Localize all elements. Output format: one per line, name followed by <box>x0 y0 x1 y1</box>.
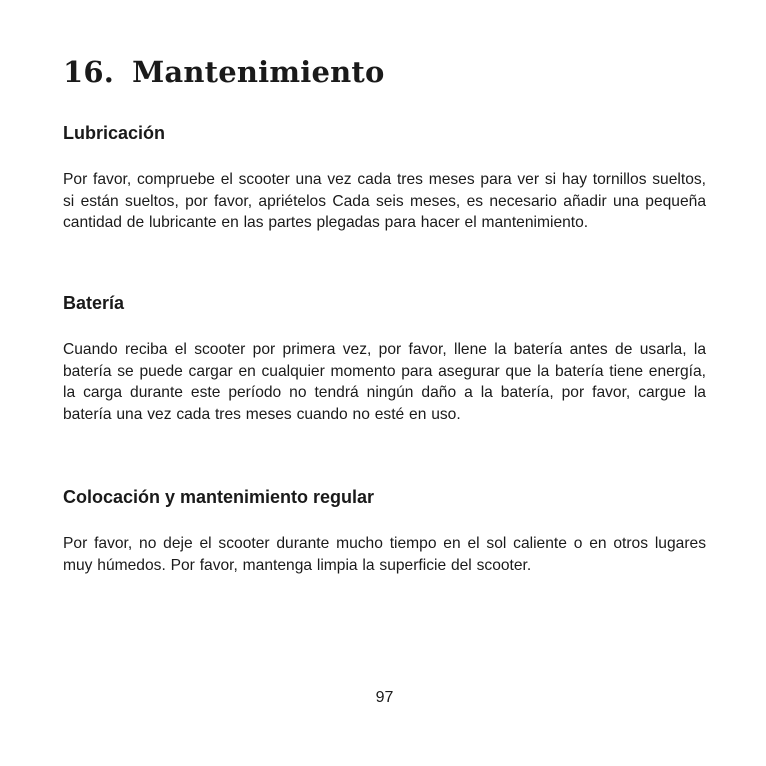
section-heading: Batería <box>63 293 125 313</box>
manual-page <box>63 0 706 766</box>
section-colocacion <box>63 486 706 576</box>
section-body: Cuando reciba el scooter por primera vez, por favor, llene la batería antes de usarla, la batería se puede cargar en cualquier momento para asegurar que la batería tiene energía, la carga durante este período no tendrá ningún daño a la batería, por favor, cargue la batería una vez cada tres meses cuando no esté en uso. <box>63 341 706 423</box>
section-lubricacion <box>63 122 706 234</box>
page-number: 97 <box>375 689 394 706</box>
section-heading: Lubricación <box>63 123 166 143</box>
chapter-title <box>63 50 385 94</box>
section-body: Por favor, no deje el scooter durante mucho tiempo en el sol caliente o en otros lugares muy húmedos. Por favor, mantenga limpia la superficie del scooter. <box>63 535 706 574</box>
section-heading: Colocación y mantenimiento regular <box>63 487 375 507</box>
chapter-title-text: Mantenimiento <box>132 55 385 89</box>
chapter-number: 16. <box>63 55 115 89</box>
section-body: Por favor, compruebe el scooter una vez cada tres meses para ver si hay tornillos sueltos, si están sueltos, por favor, apriételos Cada seis meses, es necesario añadir una pequeña cantidad de lubricante en las partes plegadas para hacer el mantenimiento. <box>63 171 706 231</box>
section-bateria <box>63 292 706 425</box>
